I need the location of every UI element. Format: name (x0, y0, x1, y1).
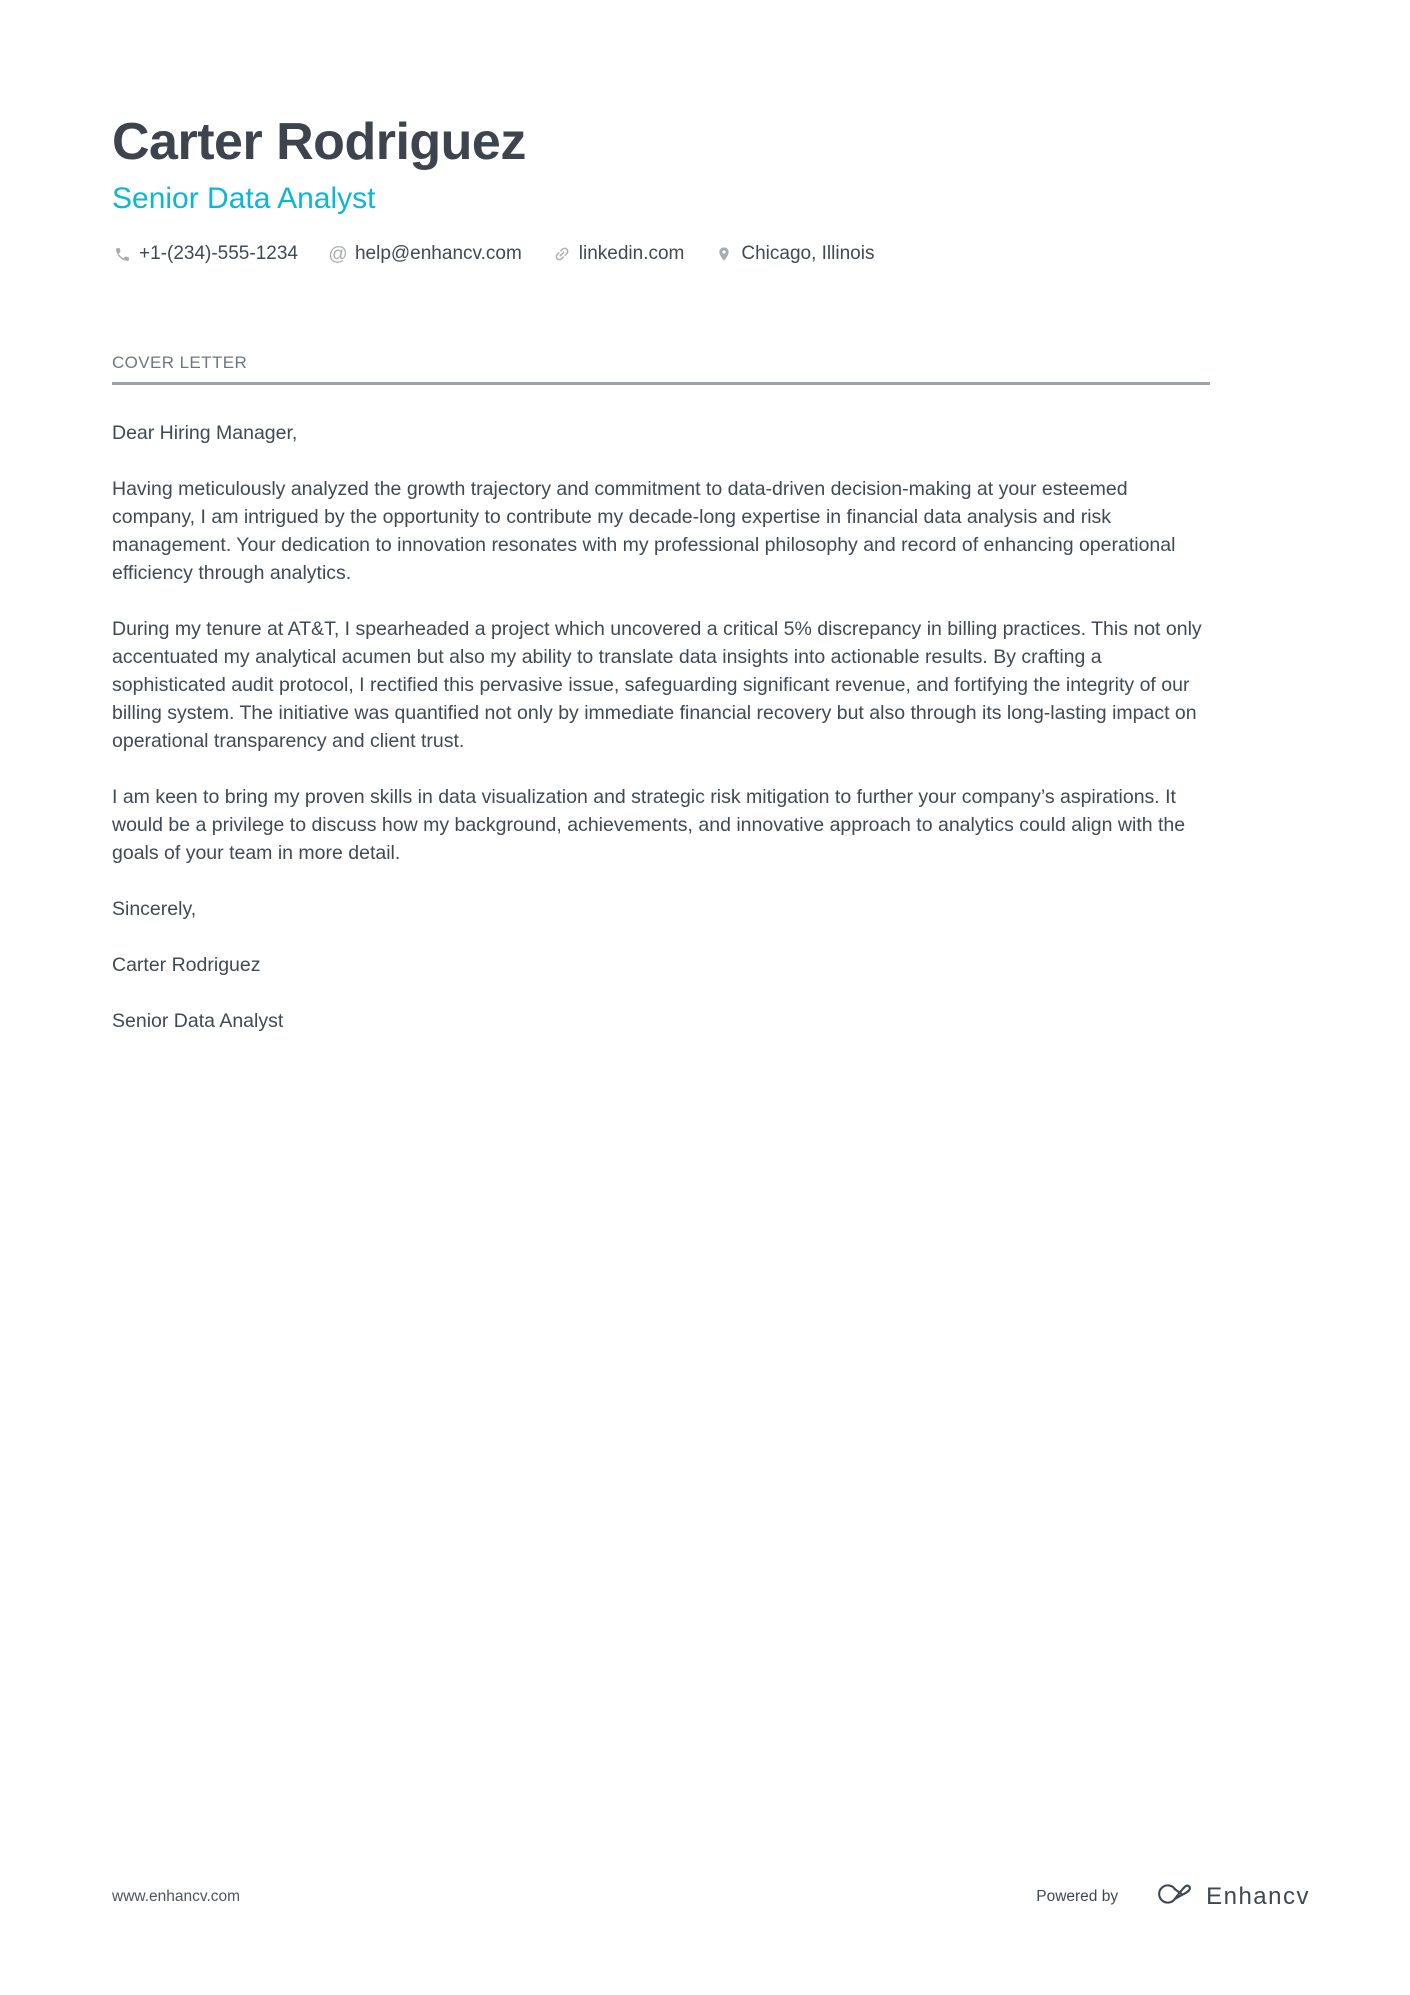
paragraph-1: Having meticulously analyzed the growth trajectory and commitment to data-driven decision-making at your esteemed company, I am intrigued by the opportunity to contribute my decade-long expertise in financial data analysis and risk management. Your dedication to innovation resonates with my professional philosophy and record of enhancing operational efficiency through analytics. (112, 478, 1176, 585)
enhancv-wordmark: Enhancv (1206, 1882, 1310, 1910)
header (112, 114, 1210, 265)
page-content (0, 0, 1310, 1035)
enhancv-brand (1144, 1878, 1310, 1915)
section-label: COVER LETTER (112, 353, 248, 373)
signature-title: Senior Data Analyst (112, 1010, 284, 1033)
contact-location-text: Chicago, Illinois (741, 243, 875, 265)
signature-name: Carter Rodriguez (112, 954, 261, 977)
section-divider (112, 382, 1210, 385)
contact-phone-text: +1-(234)-555-1234 (139, 243, 298, 265)
location-pin-icon (714, 244, 734, 264)
contact-row (112, 243, 1210, 265)
contact-link[interactable] (552, 243, 685, 265)
enhancv-logo-icon (1144, 1878, 1196, 1915)
paragraph-2: During my tenure at AT&T, I spearheaded a project which uncovered a critical 5% discrepancy in billing practices. This not only accentuated my analytical acumen but also my ability to translate data insights into actionable results. By crafting a sophisticated audit protocol, I rectified this pervasive issue, safeguarding significant revenue, and fortifying the integrity of our billing system. The initiative was quantified not only by immediate financial recovery but also through its long-lasting impact on operational transparency and client trust. (112, 618, 1202, 753)
contact-link-text: linkedin.com (578, 243, 685, 265)
cover-letter-section (112, 353, 1210, 1035)
contact-email-text: help@enhancv.com (354, 243, 522, 265)
paragraph-3: I am keen to bring my proven skills in data visualization and strategic risk mitigation to further your company’s aspirations. It would be a privilege to discuss how my background, achievements, and innovative approach to analytics could align with the goals of your team in more detail. (112, 786, 1186, 865)
contact-phone[interactable] (112, 243, 298, 265)
footer-website-link[interactable]: www.enhancv.com (112, 1887, 241, 1905)
link-icon (552, 244, 572, 264)
at-icon: @ (328, 243, 348, 265)
closing: Sincerely, (112, 898, 197, 921)
powered-by-label: Powered by (1036, 1887, 1119, 1905)
page-footer (112, 1878, 1310, 1915)
contact-location[interactable] (714, 243, 874, 265)
salutation: Dear Hiring Manager, (112, 422, 298, 445)
person-title: Senior Data Analyst (112, 182, 376, 216)
contact-email[interactable] (328, 243, 522, 265)
person-name: Carter Rodriguez (112, 113, 526, 171)
powered-by-block[interactable] (1036, 1878, 1310, 1915)
letter-body (112, 419, 1210, 1035)
phone-icon (112, 244, 132, 264)
